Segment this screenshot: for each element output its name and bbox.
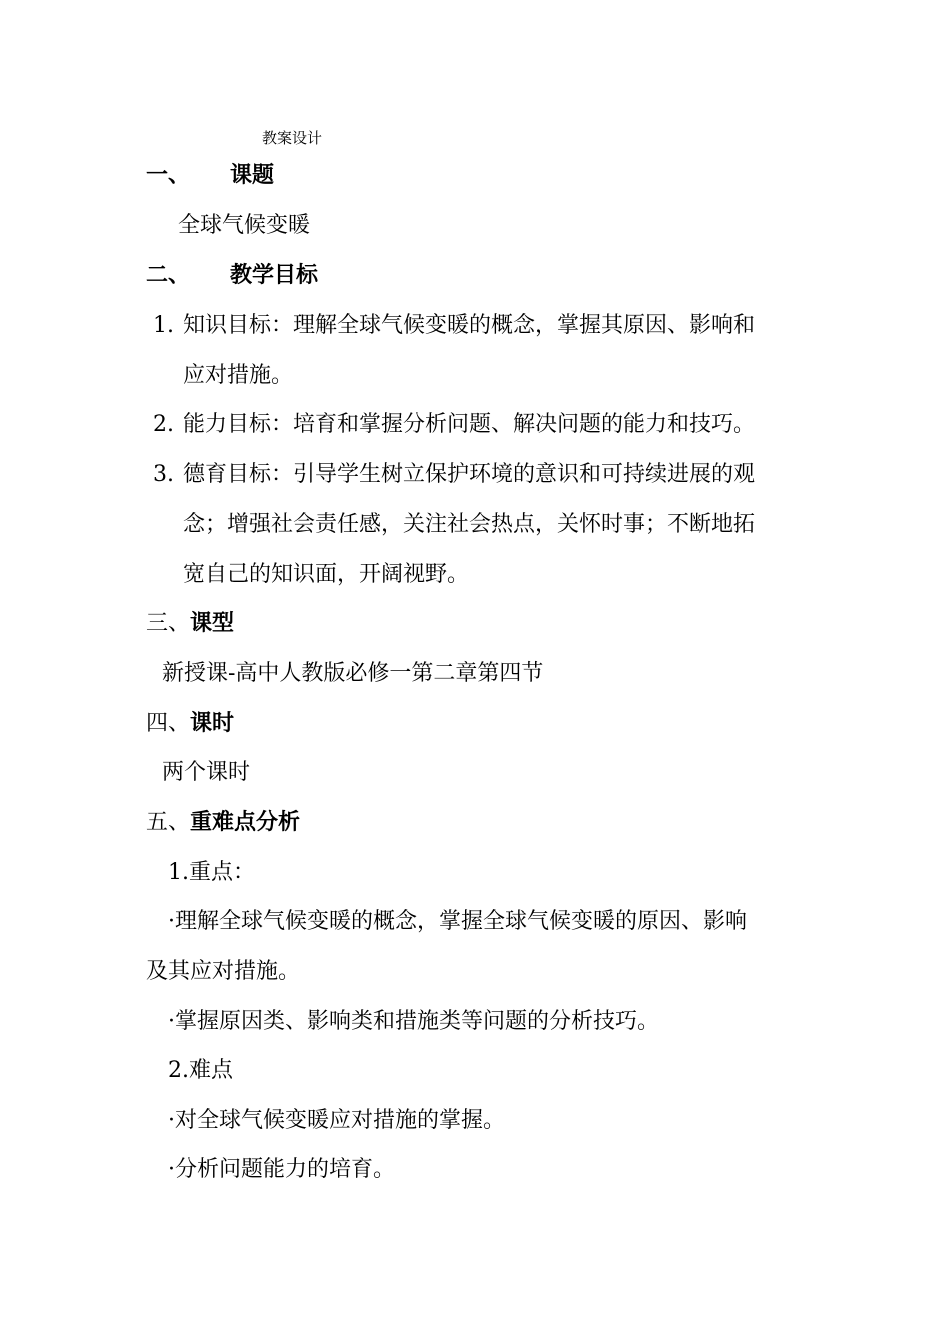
- objective-1: [153, 311, 755, 341]
- section-3-content: 新授课-高中人教版必修一第二章第四节: [162, 661, 544, 686]
- difficult-points-label: 2.难点: [168, 1058, 233, 1083]
- objective-3-line-1: 德育目标：引导学生树立保护环境的意识和可持续进展的观: [183, 462, 756, 487]
- key-point-2: ·掌握原因类、影响类和措施类等问题的分析技巧。: [168, 1009, 659, 1034]
- section-1-heading: [146, 161, 274, 191]
- objective-3-line-2: 念；增强社会责任感，关注社会热点，关怀时事；不断地拓: [183, 512, 756, 537]
- section-3-number: 三、: [146, 611, 191, 636]
- section-1-title: 课题: [230, 163, 275, 188]
- section-4-content: 两个课时: [162, 760, 251, 785]
- objective-1-line-1: 知识目标：理解全球气候变暖的概念，掌握其原因、影响和: [183, 313, 756, 338]
- section-4-title: 课时: [190, 711, 235, 736]
- section-5-heading: [146, 808, 300, 838]
- objective-2-line-1: 能力目标：培育和掌握分析问题、解决问题的能力和技巧。: [183, 412, 756, 437]
- section-3-heading: [146, 609, 234, 639]
- section-2-heading: [146, 261, 318, 291]
- difficult-point-2: ·分析问题能力的培育。: [168, 1157, 395, 1182]
- objective-3-line-3: 宽自己的知识面，开阔视野。: [183, 562, 470, 587]
- objective-3: [153, 460, 755, 490]
- objective-3-number: 3.: [153, 462, 174, 487]
- section-2-title: 教学目标: [230, 263, 319, 288]
- key-point-1-line-1: ·理解全球气候变暖的概念，掌握全球气候变暖的原因、影响: [168, 909, 747, 934]
- objective-1-number: 1.: [153, 313, 174, 338]
- section-3-title: 课型: [190, 611, 235, 636]
- objective-1-line-2: 应对措施。: [183, 363, 294, 388]
- section-4-number: 四、: [146, 711, 191, 736]
- objective-2: [153, 410, 755, 440]
- document-title: 教案设计: [262, 129, 323, 147]
- difficult-point-1: ·对全球气候变暖应对措施的掌握。: [168, 1108, 505, 1133]
- section-5-number: 五、: [146, 810, 191, 835]
- section-4-heading: [146, 709, 234, 739]
- key-point-1-line-2: 及其应对措施。: [146, 959, 301, 984]
- key-points-label: 1.重点：: [168, 860, 255, 885]
- section-1-content: 全球气候变暖: [178, 213, 311, 238]
- objective-2-number: 2.: [153, 412, 174, 437]
- section-1-number: 一、: [146, 163, 191, 188]
- section-5-title: 重难点分析: [190, 810, 301, 835]
- section-2-number: 二、: [146, 263, 191, 288]
